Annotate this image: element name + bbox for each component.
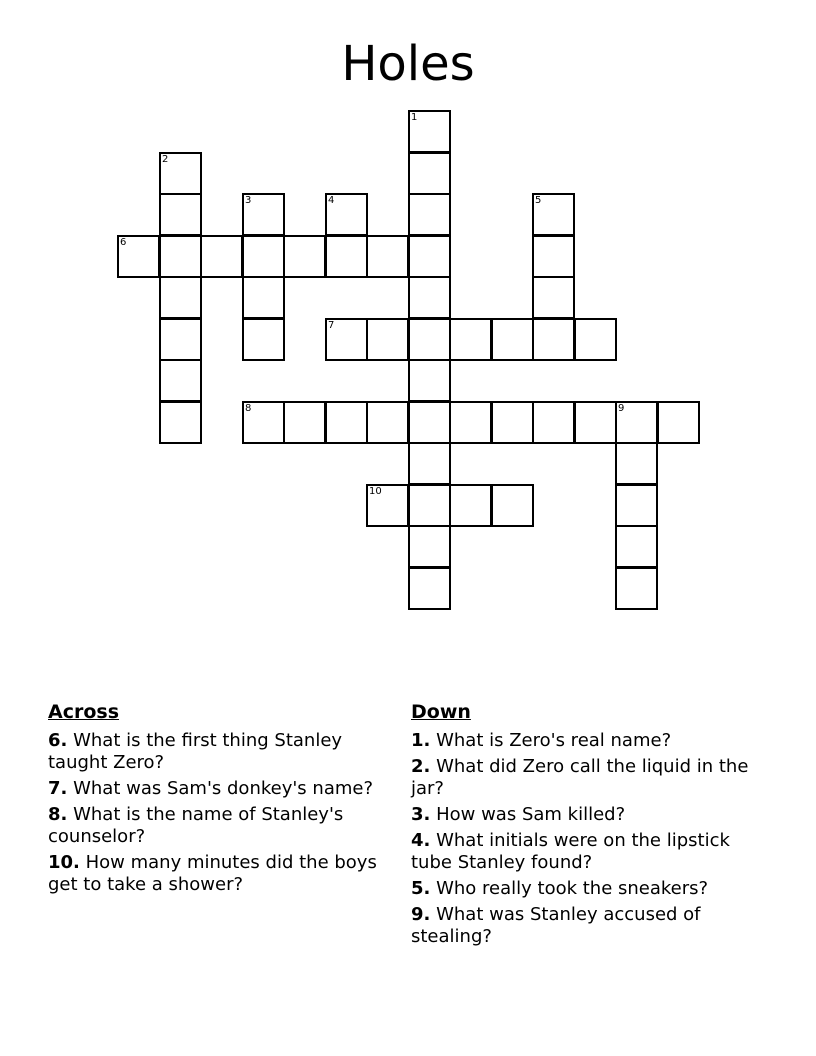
grid-cell[interactable] (325, 235, 368, 278)
grid-cell[interactable] (408, 193, 451, 236)
grid-cell[interactable] (242, 276, 285, 319)
clue-down-2 (411, 756, 756, 800)
cell-number: 4 (328, 195, 335, 206)
clue-number: 4. (411, 830, 431, 851)
clue-number: 7. (48, 778, 68, 799)
grid-cell[interactable] (408, 442, 451, 485)
grid-cell[interactable] (159, 276, 202, 319)
grid-cell[interactable] (242, 318, 285, 361)
grid-cell[interactable] (491, 401, 534, 444)
clue-number: 8. (48, 804, 68, 825)
grid-cell-2[interactable] (159, 152, 202, 195)
cell-number: 1 (411, 112, 418, 123)
grid-cell-9[interactable] (615, 401, 658, 444)
grid-cell-6[interactable] (117, 235, 160, 278)
grid-cell[interactable] (242, 235, 285, 278)
grid-cell[interactable] (366, 235, 409, 278)
clue-across-7 (48, 778, 393, 800)
clue-number: 5. (411, 878, 431, 899)
grid-cell[interactable] (200, 235, 243, 278)
grid-cell[interactable] (159, 318, 202, 361)
clue-text: What was Stanley accused of stealing? (411, 904, 701, 947)
cell-number: 9 (618, 403, 625, 414)
grid-cell-8[interactable] (242, 401, 285, 444)
grid-cell[interactable] (408, 401, 451, 444)
grid-cell[interactable] (159, 193, 202, 236)
cell-number: 5 (535, 195, 542, 206)
clue-down-3 (411, 804, 756, 826)
cell-number: 10 (369, 486, 382, 497)
grid-cell-1[interactable] (408, 110, 451, 153)
grid-cell[interactable] (159, 401, 202, 444)
cell-number: 3 (245, 195, 252, 206)
grid-cell[interactable] (574, 401, 617, 444)
down-heading: Down (411, 701, 471, 723)
grid-cell[interactable] (159, 359, 202, 402)
grid-cell[interactable] (283, 401, 326, 444)
grid-cell[interactable] (574, 318, 617, 361)
clue-number: 2. (411, 756, 431, 777)
cell-number: 7 (328, 320, 335, 331)
clue-text: What initials were on the lipstick tube Stanley found? (411, 830, 730, 873)
clue-text: How many minutes did the boys get to take a shower? (48, 852, 377, 895)
grid-cell-10[interactable] (366, 484, 409, 527)
grid-cell[interactable] (366, 318, 409, 361)
grid-cell[interactable] (408, 276, 451, 319)
clue-down-4 (411, 830, 756, 874)
grid-cell-4[interactable] (325, 193, 368, 236)
grid-cell[interactable] (615, 567, 658, 610)
across-clues (48, 700, 393, 900)
clue-number: 3. (411, 804, 431, 825)
puzzle-title: Holes (341, 36, 475, 92)
grid-cell[interactable] (366, 401, 409, 444)
clue-across-6 (48, 730, 393, 774)
grid-cell[interactable] (449, 318, 492, 361)
clue-number: 6. (48, 730, 68, 751)
clue-down-1 (411, 730, 756, 752)
grid-cell[interactable] (408, 318, 451, 361)
cell-number: 6 (120, 237, 127, 248)
grid-cell[interactable] (283, 235, 326, 278)
across-heading: Across (48, 701, 120, 723)
clue-text: What is Zero's real name? (430, 730, 672, 751)
grid-cell[interactable] (491, 318, 534, 361)
clue-across-8 (48, 804, 393, 848)
grid-cell[interactable] (325, 401, 368, 444)
grid-cell[interactable] (615, 442, 658, 485)
grid-cell[interactable] (449, 401, 492, 444)
grid-cell[interactable] (408, 484, 451, 527)
grid-cell[interactable] (408, 525, 451, 568)
clue-text: What is the first thing Stanley taught Zero? (48, 730, 343, 773)
grid-cell[interactable] (408, 567, 451, 610)
clue-text: What was Sam's donkey's name? (67, 778, 374, 799)
grid-cell[interactable] (408, 359, 451, 402)
clue-text: What is the name of Stanley's counselor? (48, 804, 344, 847)
grid-cell[interactable] (657, 401, 700, 444)
grid-cell[interactable] (532, 318, 575, 361)
grid-cell[interactable] (615, 484, 658, 527)
grid-cell-5[interactable] (532, 193, 575, 236)
clue-text: How was Sam killed? (430, 804, 626, 825)
cell-number: 8 (245, 403, 252, 414)
grid-cell[interactable] (449, 484, 492, 527)
clue-down-5 (411, 878, 756, 900)
down-clues (411, 700, 756, 952)
grid-cell[interactable] (408, 152, 451, 195)
grid-cell-3[interactable] (242, 193, 285, 236)
clue-down-9 (411, 904, 756, 948)
clue-number: 1. (411, 730, 431, 751)
clue-number: 10. (48, 852, 80, 873)
grid-cell[interactable] (615, 525, 658, 568)
clue-across-10 (48, 852, 393, 896)
grid-cell-7[interactable] (325, 318, 368, 361)
grid-cell[interactable] (159, 235, 202, 278)
clue-text: What did Zero call the liquid in the jar? (411, 756, 749, 799)
clue-text: Who really took the sneakers? (430, 878, 709, 899)
grid-cell[interactable] (532, 235, 575, 278)
grid-cell[interactable] (408, 235, 451, 278)
clue-number: 9. (411, 904, 431, 925)
grid-cell[interactable] (532, 401, 575, 444)
cell-number: 2 (162, 154, 169, 165)
grid-cell[interactable] (491, 484, 534, 527)
grid-cell[interactable] (532, 276, 575, 319)
